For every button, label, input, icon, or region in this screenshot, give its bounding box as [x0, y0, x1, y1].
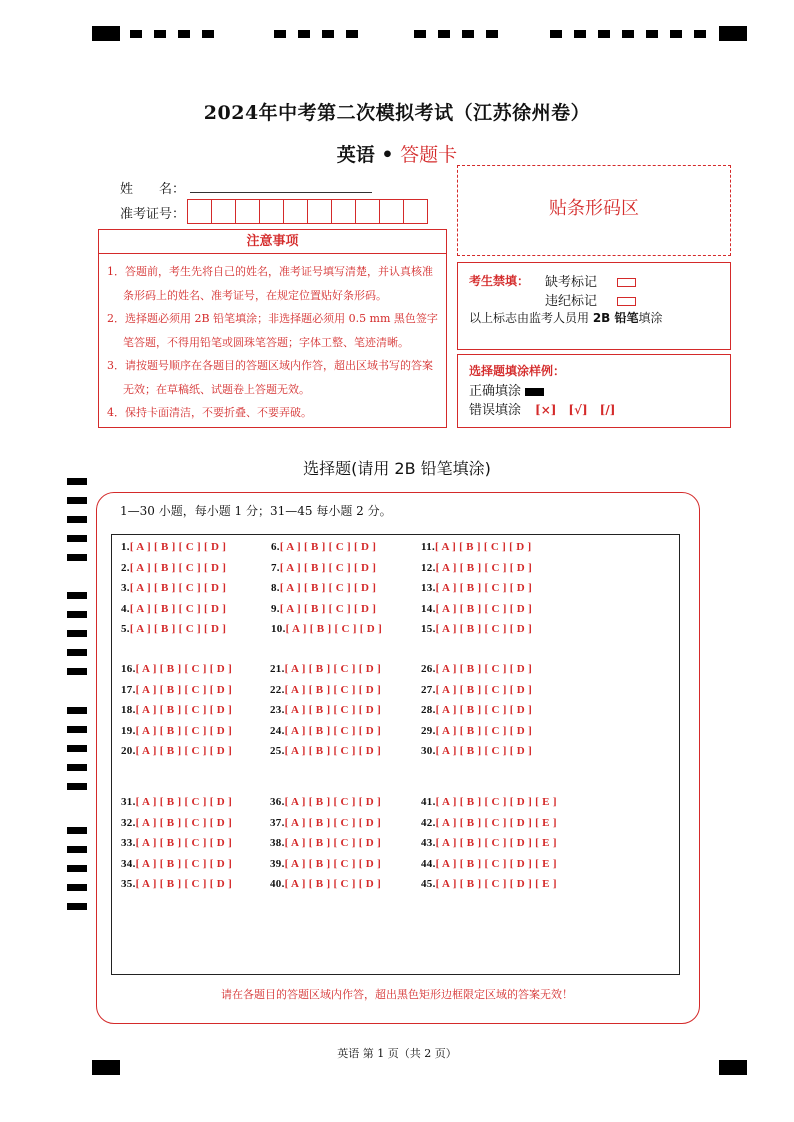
name-label: 姓 名：: [120, 182, 186, 197]
option-bubbles[interactable]: [ A ] [ B ] [ C ] [ D ]: [435, 683, 533, 696]
timing-mark: [462, 30, 474, 38]
question-number: 41.: [421, 796, 436, 808]
option-bubbles[interactable]: [ A ] [ B ] [ C ] [ D ]: [284, 796, 382, 808]
option-bubbles[interactable]: [ A ] [ B ] [ C ] [ D ]: [129, 602, 227, 615]
option-bubbles[interactable]: [ A ] [ B ] [ C ] [ D ]: [129, 582, 227, 595]
option-bubbles[interactable]: [ A ] [ B ] [ C ] [ D ]: [284, 816, 382, 829]
question-row[interactable]: [270, 817, 381, 829]
timing-mark: [67, 668, 87, 675]
timing-mark: [346, 30, 358, 38]
timing-mark: [67, 649, 87, 656]
question-number: 6.: [271, 541, 280, 553]
filled-bubble-sample: [525, 388, 544, 396]
notice-item: 3．请按题号顺序在各题目的答题区域内作答，超出区域书写的答案无效；在草稿纸、试题卷上答题无效。: [107, 359, 433, 396]
option-bubbles[interactable]: [ A ] [ B ] [ C ] [ D ]: [435, 745, 533, 758]
timing-mark: [67, 846, 87, 853]
timing-mark: [67, 865, 87, 872]
question-row[interactable]: [270, 796, 381, 808]
question-row[interactable]: [270, 878, 381, 890]
question-row[interactable]: [121, 817, 232, 829]
question-number: 42.: [421, 816, 436, 829]
timing-mark: [67, 592, 87, 599]
violation-mark-row: [545, 290, 636, 309]
question-number: 45.: [421, 878, 436, 891]
option-bubbles[interactable]: [ A ] [ B ] [ C ] [ D ]: [279, 561, 377, 574]
timing-mark: [322, 30, 334, 38]
question-number: 4.: [121, 602, 130, 615]
question-row[interactable]: [421, 837, 557, 849]
question-row[interactable]: [271, 603, 376, 615]
timing-mark: [130, 30, 142, 38]
question-number: 43.: [421, 837, 436, 850]
option-bubbles[interactable]: [ A ] [ B ] [ C ] [ D ]: [135, 796, 233, 808]
question-row[interactable]: [421, 562, 532, 574]
question-row[interactable]: [421, 817, 557, 829]
timing-mark: [67, 535, 87, 542]
question-row[interactable]: [121, 796, 232, 808]
exam-no-label: 准考证号：: [120, 207, 186, 222]
question-number: 2.: [121, 561, 130, 574]
option-bubbles[interactable]: [ A ] [ B ] [ C ] [ D ]: [284, 857, 382, 870]
question-number: 32.: [121, 816, 136, 829]
question-row[interactable]: [421, 858, 557, 870]
question-number: 36.: [270, 796, 285, 808]
question-row[interactable]: [421, 582, 532, 594]
option-bubbles[interactable]: [ A ] [ B ] [ C ] [ D ]: [435, 704, 533, 717]
timing-mark: [67, 478, 87, 485]
digit-box[interactable]: [331, 199, 356, 224]
option-bubbles[interactable]: [ A ] [ B ] [ C ] [ D ]: [284, 683, 382, 696]
question-row[interactable]: [421, 663, 532, 675]
question-number: 29.: [421, 724, 436, 737]
question-number: 35.: [121, 878, 136, 891]
barcode-label: 贴条形码区: [549, 198, 639, 219]
question-number: 17.: [121, 683, 136, 696]
option-bubbles[interactable]: [ A ] [ B ] [ C ] [ D ]: [284, 704, 382, 717]
barcode-area[interactable]: [457, 165, 731, 256]
digit-box[interactable]: [187, 199, 212, 224]
page-title: 2024年中考第二次模拟考试（江苏徐州卷）: [203, 102, 591, 124]
forbidden-label: 考生禁填：: [469, 274, 530, 288]
option-bubbles[interactable]: [ A ] [ B ] [ C ] [ D ]: [279, 602, 377, 615]
timing-mark: [178, 30, 190, 38]
name-field[interactable]: [190, 192, 372, 193]
option-bubbles[interactable]: [ A ] [ B ] [ C ] [ D ]: [284, 878, 382, 891]
boundary-warning: 请在各题目的答题区域内作答，超出黑色矩形边框限定区域的答案无效！: [221, 988, 573, 1001]
timing-mark: [154, 30, 166, 38]
question-row[interactable]: [421, 684, 532, 696]
question-number: 44.: [421, 857, 436, 870]
notice-item: 4．保持卡面清洁，不要折叠、不要弄破。: [107, 406, 312, 419]
absent-checkbox[interactable]: [617, 278, 636, 287]
forbidden-box: [457, 262, 731, 350]
absent-mark-row: [545, 271, 636, 290]
timing-mark: [67, 554, 87, 561]
timing-mark: [92, 26, 120, 41]
wrong-label: 错误填涂: [469, 403, 522, 418]
question-number: 21.: [270, 663, 285, 675]
question-row[interactable]: [121, 603, 226, 615]
question-number: 1.: [121, 541, 130, 553]
page-number: 英语 第 1 页（共 2 页）: [337, 1047, 457, 1060]
question-row[interactable]: [421, 704, 532, 716]
option-bubbles[interactable]: [ A ] [ B ] [ C ] [ D ]: [284, 745, 382, 758]
timing-mark: [646, 30, 658, 38]
timing-mark: [670, 30, 682, 38]
question-row[interactable]: [270, 745, 381, 757]
question-row[interactable]: [271, 623, 382, 635]
question-row[interactable]: [270, 725, 381, 737]
option-bubbles[interactable]: [ A ] [ B ] [ C ] [ D ]: [435, 602, 533, 615]
question-row[interactable]: [121, 858, 232, 870]
notice-heading: 注意事项: [98, 229, 447, 254]
question-row[interactable]: [270, 684, 381, 696]
timing-mark: [486, 30, 498, 38]
question-number: 12.: [421, 561, 436, 574]
timing-mark: [550, 30, 562, 38]
question-row[interactable]: [271, 562, 376, 574]
option-bubbles[interactable]: [ A ] [ B ] [ C ] [ D ]: [435, 623, 533, 636]
question-number: 26.: [421, 663, 436, 675]
option-bubbles[interactable]: [ A ] [ B ] [ C ] [ D ] [ E ]: [435, 878, 557, 891]
option-bubbles[interactable]: [ A ] [ B ] [ C ] [ D ]: [435, 724, 533, 737]
question-number: 25.: [270, 745, 285, 758]
question-number: 8.: [271, 582, 280, 595]
section-title: 选择题(请用 2B 铅笔填涂): [303, 459, 491, 478]
question-row[interactable]: [421, 541, 531, 553]
question-number: 7.: [271, 561, 280, 574]
question-row[interactable]: [121, 541, 226, 553]
timing-mark: [414, 30, 426, 38]
question-row[interactable]: [121, 663, 232, 675]
question-row[interactable]: [121, 684, 232, 696]
option-bubbles[interactable]: [ A ] [ B ] [ C ] [ D ]: [284, 837, 382, 850]
question-row[interactable]: [421, 796, 557, 808]
correct-row: [469, 380, 544, 399]
option-bubbles[interactable]: [ A ] [ B ] [ C ] [ D ]: [285, 623, 383, 636]
question-number: 14.: [421, 602, 436, 615]
option-bubbles[interactable]: [ A ] [ B ] [ C ] [ D ]: [135, 683, 233, 696]
notice-item: 1．答题前，考生先将自己的姓名，准考证号填写清楚，并认真核准条形码上的姓名、准考证号，在规定位置贴好条形码。: [107, 265, 433, 302]
timing-mark: [67, 783, 87, 790]
digit-box[interactable]: [211, 199, 236, 224]
timing-mark: [67, 827, 87, 834]
question-number: 38.: [270, 837, 285, 850]
question-row[interactable]: [270, 858, 381, 870]
option-bubbles[interactable]: [ A ] [ B ] [ C ] [ D ] [ E ]: [435, 857, 557, 870]
question-row[interactable]: [121, 582, 226, 594]
question-number: 37.: [270, 816, 285, 829]
note-suffix: 填涂: [638, 311, 663, 325]
violation-checkbox[interactable]: [617, 297, 636, 306]
timing-mark: [202, 30, 214, 38]
note-bold: 2B 铅笔: [592, 311, 639, 325]
note-prefix: 以上标志由监考人员用: [469, 311, 593, 325]
digit-box[interactable]: [379, 199, 404, 224]
question-number: 24.: [270, 724, 285, 737]
question-row[interactable]: [271, 541, 376, 553]
timing-mark: [719, 1060, 747, 1075]
question-number: 18.: [121, 704, 136, 717]
timing-mark: [719, 26, 747, 41]
question-number: 23.: [270, 704, 285, 717]
section-instruction: 1—30 小题，每小题 1 分；31—45 每小题 2 分。: [120, 504, 392, 518]
question-number: 33.: [121, 837, 136, 850]
question-number: 22.: [270, 683, 285, 696]
option-bubbles[interactable]: [ A ] [ B ] [ C ] [ D ]: [135, 663, 233, 675]
digit-box[interactable]: [283, 199, 308, 224]
timing-mark: [694, 30, 706, 38]
option-bubbles[interactable]: [ A ] [ B ] [ C ] [ D ]: [435, 541, 532, 553]
question-number: 9.: [271, 602, 280, 615]
violation-label: 违纪标记: [545, 294, 598, 309]
question-row[interactable]: [121, 562, 226, 574]
question-row[interactable]: [421, 603, 532, 615]
timing-mark: [67, 497, 87, 504]
question-number: 5.: [121, 623, 130, 636]
question-number: 40.: [270, 878, 285, 891]
question-row[interactable]: [270, 663, 381, 675]
option-bubbles[interactable]: [ A ] [ B ] [ C ] [ D ] [ E ]: [435, 796, 557, 808]
subject-label: 英语 •: [336, 144, 401, 166]
timing-mark: [574, 30, 586, 38]
question-row[interactable]: [121, 704, 232, 716]
digit-box[interactable]: [403, 199, 428, 224]
timing-mark: [67, 884, 87, 891]
question-row[interactable]: [271, 582, 376, 594]
question-number: 28.: [421, 704, 436, 717]
question-number: 19.: [121, 724, 136, 737]
timing-mark: [67, 764, 87, 771]
card-label: 答题卡: [400, 144, 458, 166]
option-bubbles[interactable]: [ A ] [ B ] [ C ] [ D ]: [135, 704, 233, 717]
exam-number-boxes[interactable]: [187, 199, 427, 224]
absent-label: 缺考标记: [545, 275, 598, 290]
digit-box[interactable]: [355, 199, 380, 224]
timing-mark: [67, 745, 87, 752]
question-row[interactable]: [421, 745, 532, 757]
option-bubbles[interactable]: [ A ] [ B ] [ C ] [ D ]: [135, 745, 233, 758]
question-row[interactable]: [270, 837, 381, 849]
option-bubbles[interactable]: [ A ] [ B ] [ C ] [ D ]: [435, 582, 533, 595]
timing-mark: [598, 30, 610, 38]
option-bubbles[interactable]: [ A ] [ B ] [ C ] [ D ]: [135, 724, 233, 737]
wrong-marks: [×] [√] [/]: [535, 403, 616, 417]
question-number: 16.: [121, 663, 136, 675]
question-number: 31.: [121, 796, 136, 808]
question-row[interactable]: [270, 704, 381, 716]
timing-mark: [438, 30, 450, 38]
question-number: 27.: [421, 683, 436, 696]
question-number: 39.: [270, 857, 285, 870]
option-bubbles[interactable]: [ A ] [ B ] [ C ] [ D ] [ E ]: [435, 837, 557, 850]
question-row[interactable]: [121, 745, 232, 757]
fill-example-heading: 选择题填涂样例：: [469, 364, 566, 378]
timing-mark: [274, 30, 286, 38]
question-row[interactable]: [121, 837, 232, 849]
timing-mark: [298, 30, 310, 38]
option-bubbles[interactable]: [ A ] [ B ] [ C ] [ D ]: [279, 541, 377, 553]
option-bubbles[interactable]: [ A ] [ B ] [ C ] [ D ]: [129, 541, 227, 553]
option-bubbles[interactable]: [ A ] [ B ] [ C ] [ D ]: [135, 878, 233, 891]
option-bubbles[interactable]: [ A ] [ B ] [ C ] [ D ]: [135, 857, 233, 870]
timing-mark: [67, 707, 87, 714]
question-number: 34.: [121, 857, 136, 870]
forbidden-note: [469, 309, 663, 326]
option-bubbles[interactable]: [ A ] [ B ] [ C ] [ D ]: [284, 663, 382, 675]
timing-mark: [67, 903, 87, 910]
digit-box[interactable]: [259, 199, 284, 224]
option-bubbles[interactable]: [ A ] [ B ] [ C ] [ D ]: [284, 724, 382, 737]
question-number: 30.: [421, 745, 436, 758]
timing-mark: [67, 611, 87, 618]
wrong-row: [469, 399, 615, 418]
question-number: 3.: [121, 582, 130, 595]
question-row[interactable]: [121, 878, 232, 890]
timing-mark: [622, 30, 634, 38]
question-row[interactable]: [421, 623, 532, 635]
option-bubbles[interactable]: [ A ] [ B ] [ C ] [ D ]: [435, 663, 533, 675]
notice-item: 2．选择题必须用 2B 铅笔填涂；非选择题必须用 0.5 mm 黑色签字笔答题，不得用铅笔或圆珠笔答题；字体工整、笔迹清晰。: [107, 312, 438, 349]
question-number: 10.: [271, 623, 286, 636]
question-number: 11.: [421, 541, 436, 553]
page-subtitle: [0, 140, 794, 167]
option-bubbles[interactable]: [ A ] [ B ] [ C ] [ D ]: [129, 623, 227, 636]
question-number: 15.: [421, 623, 436, 636]
option-bubbles[interactable]: [ A ] [ B ] [ C ] [ D ]: [135, 816, 233, 829]
option-bubbles[interactable]: [ A ] [ B ] [ C ] [ D ]: [435, 561, 533, 574]
digit-box[interactable]: [235, 199, 260, 224]
question-number: 20.: [121, 745, 136, 758]
question-row[interactable]: [421, 878, 557, 890]
correct-label: 正确填涂: [469, 384, 522, 399]
timing-mark: [67, 516, 87, 523]
fill-example-box: [457, 354, 731, 428]
option-bubbles[interactable]: [ A ] [ B ] [ C ] [ D ]: [135, 837, 233, 850]
digit-box[interactable]: [307, 199, 332, 224]
option-bubbles[interactable]: [ A ] [ B ] [ C ] [ D ]: [279, 582, 377, 595]
timing-mark: [67, 630, 87, 637]
timing-mark: [92, 1060, 120, 1075]
timing-mark: [67, 726, 87, 733]
notice-body: [98, 253, 447, 428]
question-row[interactable]: [121, 623, 226, 635]
question-row[interactable]: [121, 725, 232, 737]
question-row[interactable]: [421, 725, 532, 737]
option-bubbles[interactable]: [ A ] [ B ] [ C ] [ D ]: [129, 561, 227, 574]
option-bubbles[interactable]: [ A ] [ B ] [ C ] [ D ] [ E ]: [435, 816, 557, 829]
question-number: 13.: [421, 582, 436, 595]
